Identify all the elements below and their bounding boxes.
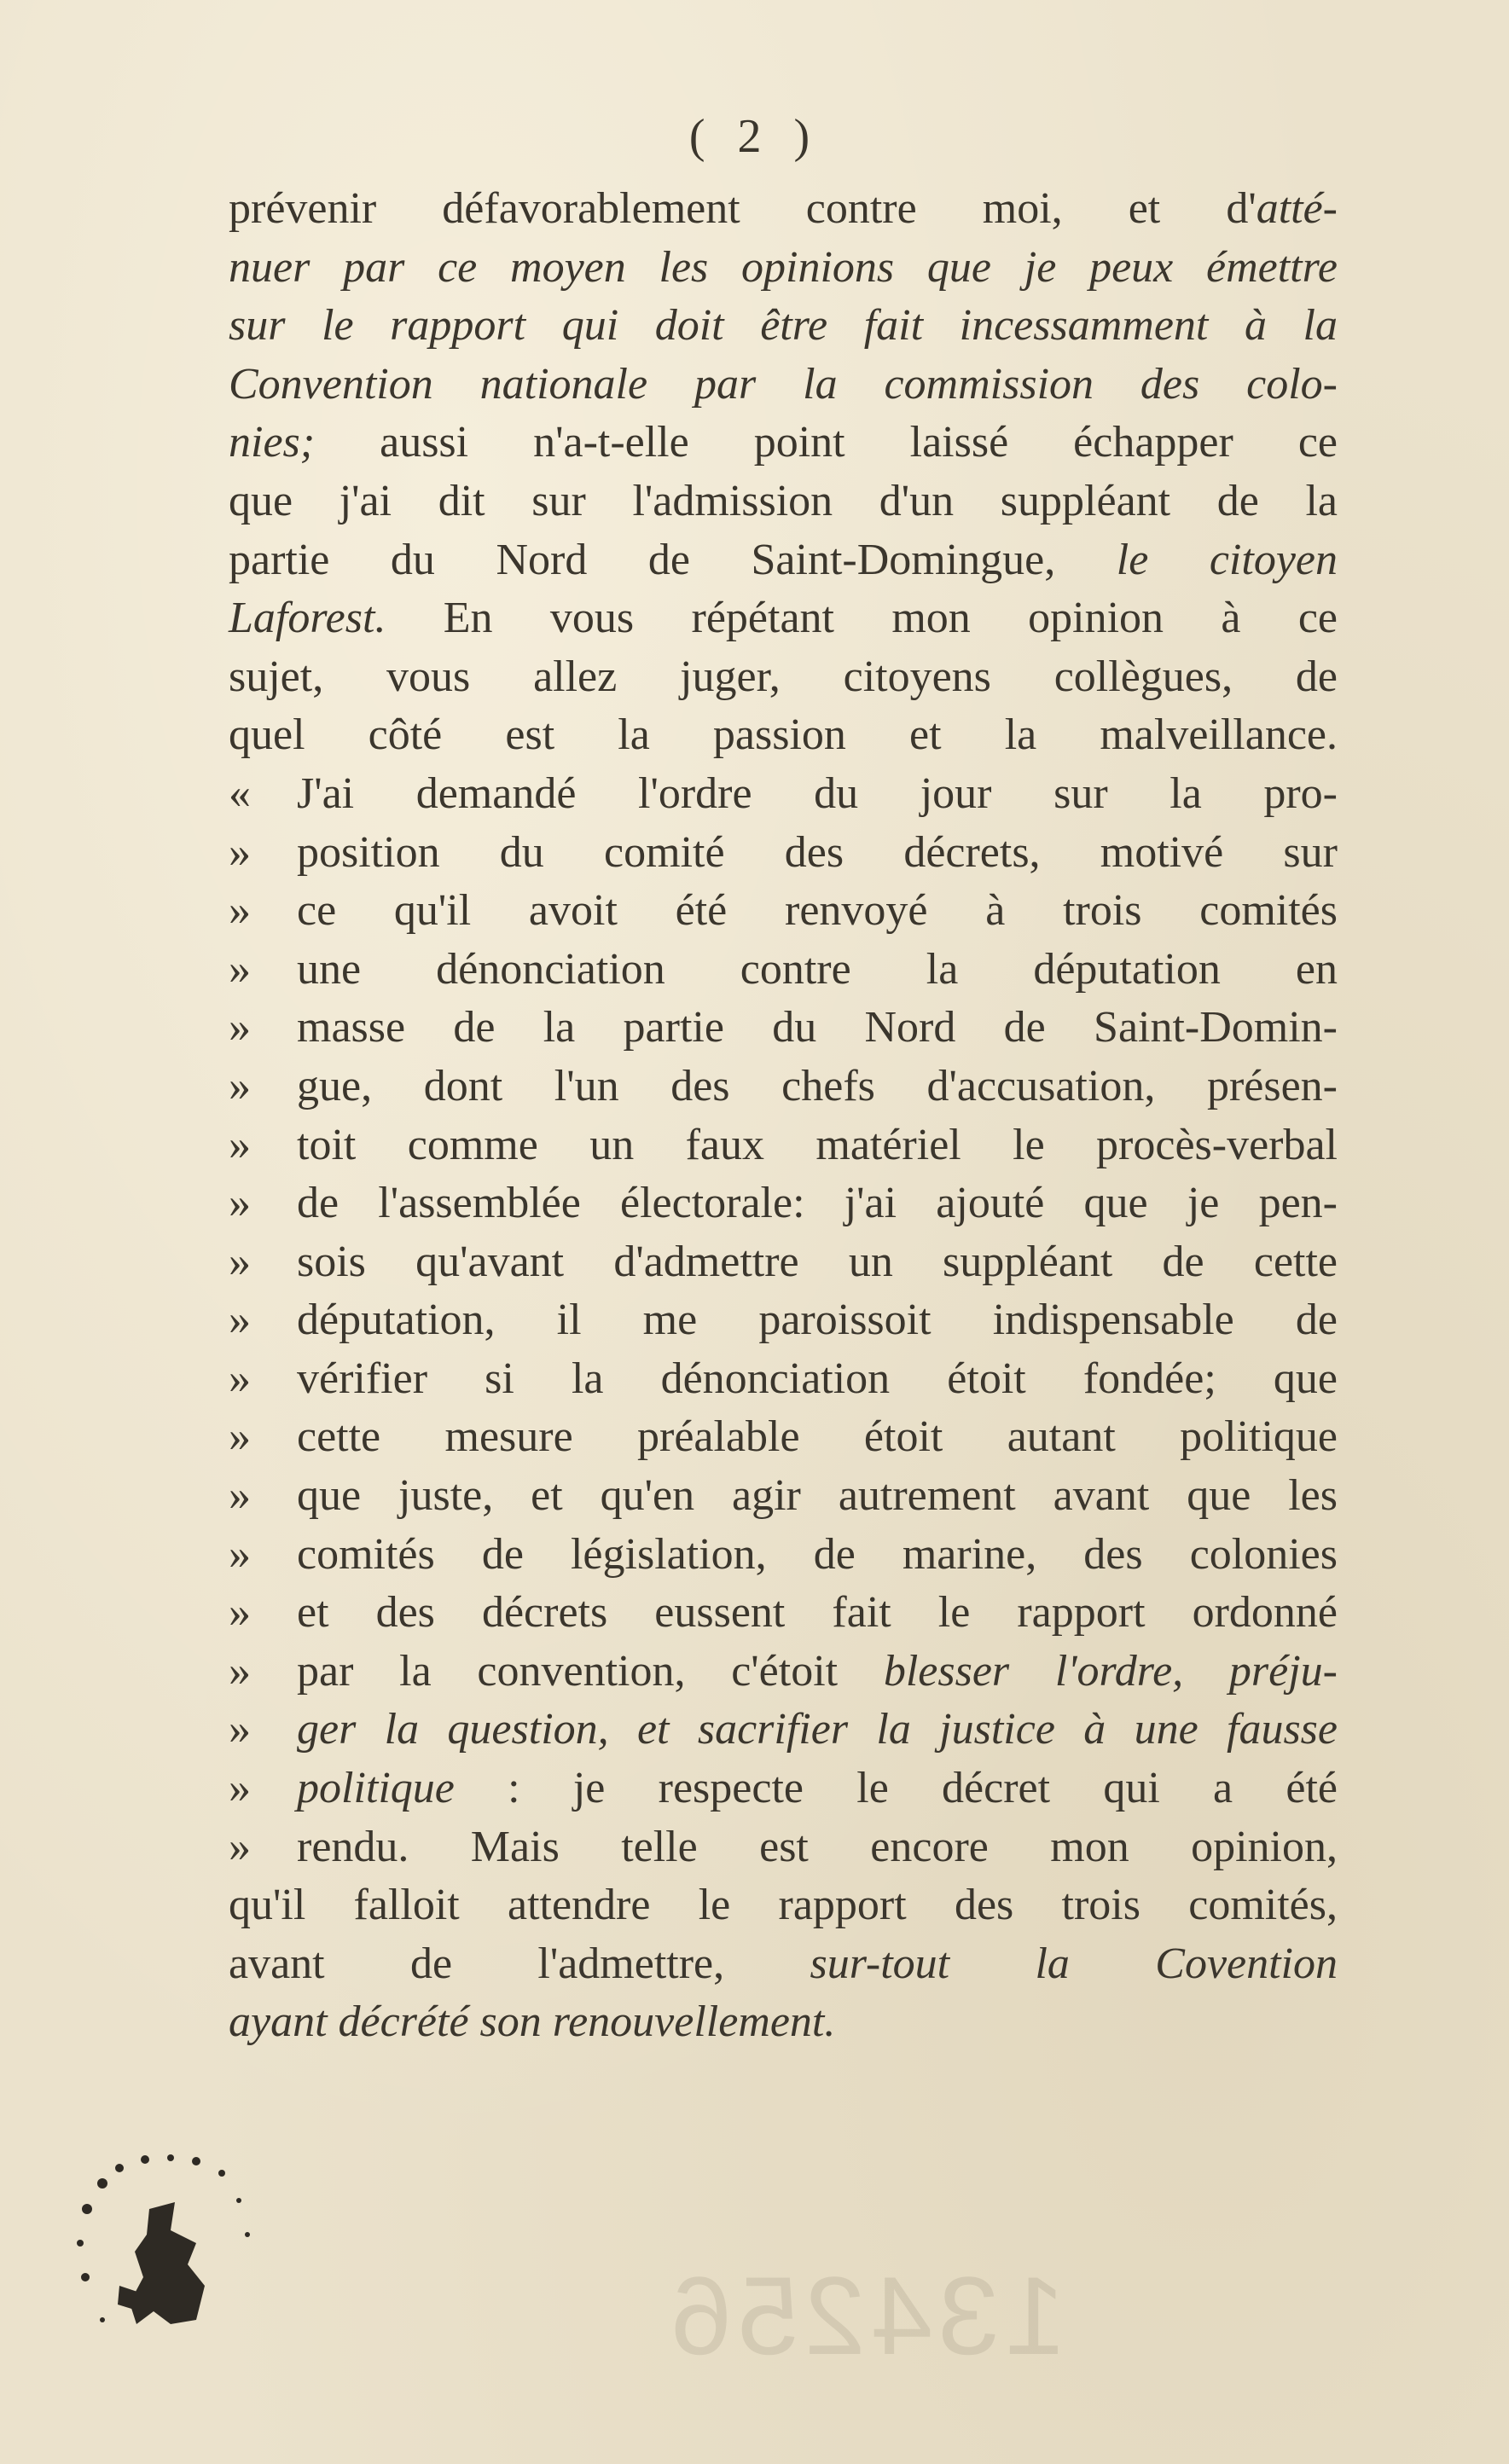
text-line — [229, 239, 1338, 298]
text-line — [229, 1701, 1338, 1760]
line-text — [297, 1818, 1338, 1877]
roman-segment: J'ai demandé l'ordre du jour sur la pro- — [297, 768, 1338, 818]
quote-mark: » — [229, 1471, 251, 1521]
text-line — [229, 356, 1338, 415]
line-text — [229, 589, 1338, 648]
italic-segment: nies; — [229, 418, 316, 467]
italic-segment: politique — [297, 1764, 455, 1813]
roman-segment: prévenir défavorablement contre moi, et d' — [229, 184, 1257, 233]
line-text — [229, 473, 1338, 531]
roman-segment: sujet, vous allez juger, citoyens collègues, de — [229, 652, 1338, 701]
text-line — [229, 180, 1338, 239]
line-text — [229, 1993, 1338, 2052]
roman-segment: masse de la partie du Nord de Saint-Domin- — [297, 1003, 1338, 1052]
text-line — [229, 1935, 1338, 1994]
quote-mark: » — [229, 1705, 251, 1754]
quote-mark: » — [229, 1061, 251, 1110]
text-line — [229, 1174, 1338, 1233]
roman-segment: de l'assemblée électorale: j'ai ajouté que je pen- — [297, 1179, 1338, 1228]
text-line — [229, 999, 1338, 1058]
text-line — [229, 1818, 1338, 1877]
roman-segment: que j'ai dit sur l'admission d'un suppléant de la — [229, 476, 1338, 525]
body-text — [229, 180, 1338, 2052]
line-text — [297, 1058, 1338, 1116]
roman-segment: avant de l'admettre, — [229, 1939, 810, 1988]
line-text — [297, 1291, 1338, 1350]
italic-segment: atté- — [1256, 184, 1338, 233]
line-text — [297, 999, 1338, 1058]
roman-segment: sois qu'avant d'admettre un suppléant de cette — [297, 1237, 1338, 1286]
text-line — [229, 414, 1338, 473]
line-text — [297, 941, 1338, 1000]
quote-mark: » — [229, 1646, 251, 1696]
text-line — [229, 1526, 1338, 1585]
roman-segment: rendu. Mais telle est encore mon opinion, — [297, 1822, 1338, 1871]
line-text — [229, 531, 1338, 590]
line-text — [297, 1408, 1338, 1467]
line-text — [229, 706, 1338, 765]
line-text — [229, 297, 1338, 356]
text-line — [229, 1584, 1338, 1643]
text-line — [229, 1233, 1338, 1292]
text-line — [229, 1993, 1338, 2052]
italic-segment: sur le rapport qui doit être fait incessamment à la — [229, 301, 1338, 351]
quote-mark: » — [229, 1003, 251, 1052]
text-line — [229, 648, 1338, 707]
roman-segment: vérifier si la dénonciation étoit fondée; que — [297, 1354, 1338, 1403]
line-text — [297, 1116, 1338, 1175]
line-text — [297, 1467, 1338, 1526]
quote-mark: » — [229, 1120, 251, 1169]
roman-segment: gue, dont l'un des chefs d'accusation, présen- — [297, 1061, 1338, 1110]
line-text — [297, 824, 1338, 883]
line-text — [297, 765, 1338, 824]
show-through-number: 134256 — [665, 2253, 1066, 2378]
line-text — [229, 648, 1338, 707]
roman-segment: aussi n'a-t-elle point laissé échapper ce — [315, 418, 1338, 467]
quote-mark: » — [229, 886, 251, 936]
text-line — [229, 1760, 1338, 1818]
line-text — [297, 882, 1338, 941]
line-text — [297, 1643, 1338, 1702]
text-line — [229, 1350, 1338, 1409]
library-stamp-icon — [68, 2149, 299, 2371]
line-text — [297, 1174, 1338, 1233]
text-line — [229, 297, 1338, 356]
italic-segment: le citoyen — [1116, 535, 1338, 584]
text-line — [229, 1643, 1338, 1702]
line-text — [229, 414, 1338, 473]
roman-segment: ce qu'il avoit été renvoyé à trois comités — [297, 886, 1338, 936]
line-text — [229, 180, 1338, 239]
line-text — [297, 1233, 1338, 1292]
roman-segment: toit comme un faux matériel le procès-verbal — [297, 1120, 1338, 1169]
roman-segment: position du comité des décrets, motivé sur — [297, 827, 1338, 877]
quote-mark: » — [229, 1179, 251, 1228]
line-text — [297, 1584, 1338, 1643]
line-text — [229, 1935, 1338, 1994]
text-line — [229, 941, 1338, 1000]
line-text — [297, 1526, 1338, 1585]
quote-mark: » — [229, 827, 251, 877]
roman-segment: cette mesure préalable étoit autant politique — [297, 1412, 1338, 1462]
text-line — [229, 706, 1338, 765]
text-line — [229, 531, 1338, 590]
line-text — [229, 356, 1338, 415]
text-line — [229, 473, 1338, 531]
line-text — [229, 1876, 1338, 1935]
roman-segment: une dénonciation contre la députation en — [297, 944, 1338, 994]
roman-segment: quel côté est la passion et la malveillance. — [229, 710, 1338, 760]
italic-segment: nuer par ce moyen les opinions que je peux émettre — [229, 242, 1338, 292]
text-line — [229, 1116, 1338, 1175]
italic-segment: Convention nationale par la commission des colo- — [229, 359, 1338, 409]
text-line — [229, 589, 1338, 648]
roman-segment: : je respecte le décret qui a été — [454, 1764, 1338, 1813]
italic-segment: blesser l'ordre, préju- — [883, 1646, 1338, 1696]
quote-mark: « — [229, 768, 251, 818]
line-text — [297, 1760, 1338, 1818]
text-line — [229, 1291, 1338, 1350]
roman-segment: qu'il falloit attendre le rapport des trois comités, — [229, 1881, 1338, 1930]
roman-segment: comités de législation, de marine, des colonies — [297, 1529, 1338, 1579]
text-line — [229, 1467, 1338, 1526]
roman-segment: que juste, et qu'en agir autrement avant que les — [297, 1471, 1338, 1521]
italic-segment: ger la question, et sacrifier la justice à une fausse — [297, 1705, 1338, 1754]
quote-mark: » — [229, 1412, 251, 1462]
roman-segment: partie du Nord de Saint-Domingue, — [229, 535, 1117, 584]
italic-segment: Laforest. — [229, 594, 386, 643]
text-line — [229, 824, 1338, 883]
quote-mark: » — [229, 1588, 251, 1638]
roman-segment: En vous répétant mon opinion à ce — [386, 594, 1338, 643]
text-line — [229, 1408, 1338, 1467]
quote-mark: » — [229, 1822, 251, 1871]
italic-segment: ayant décrété son renouvellement. — [229, 1997, 836, 2047]
line-text — [297, 1701, 1338, 1760]
text-line — [229, 1058, 1338, 1116]
quote-mark: » — [229, 1296, 251, 1345]
text-line — [229, 765, 1338, 824]
quote-mark: » — [229, 1237, 251, 1286]
quote-mark: » — [229, 944, 251, 994]
roman-segment: députation, il me paroissoit indispensable de — [297, 1296, 1338, 1345]
quote-mark: » — [229, 1764, 251, 1813]
roman-segment: et des décrets eussent fait le rapport ordonné — [297, 1588, 1338, 1638]
text-line — [229, 882, 1338, 941]
line-text — [297, 1350, 1338, 1409]
text-line — [229, 1876, 1338, 1935]
italic-segment: sur-tout la Covention — [810, 1939, 1338, 1988]
page-number: ( 2 ) — [688, 110, 821, 163]
quote-mark: » — [229, 1354, 251, 1403]
line-text — [229, 239, 1338, 298]
roman-segment: par la convention, c'étoit — [297, 1646, 884, 1696]
quote-mark: » — [229, 1529, 251, 1579]
